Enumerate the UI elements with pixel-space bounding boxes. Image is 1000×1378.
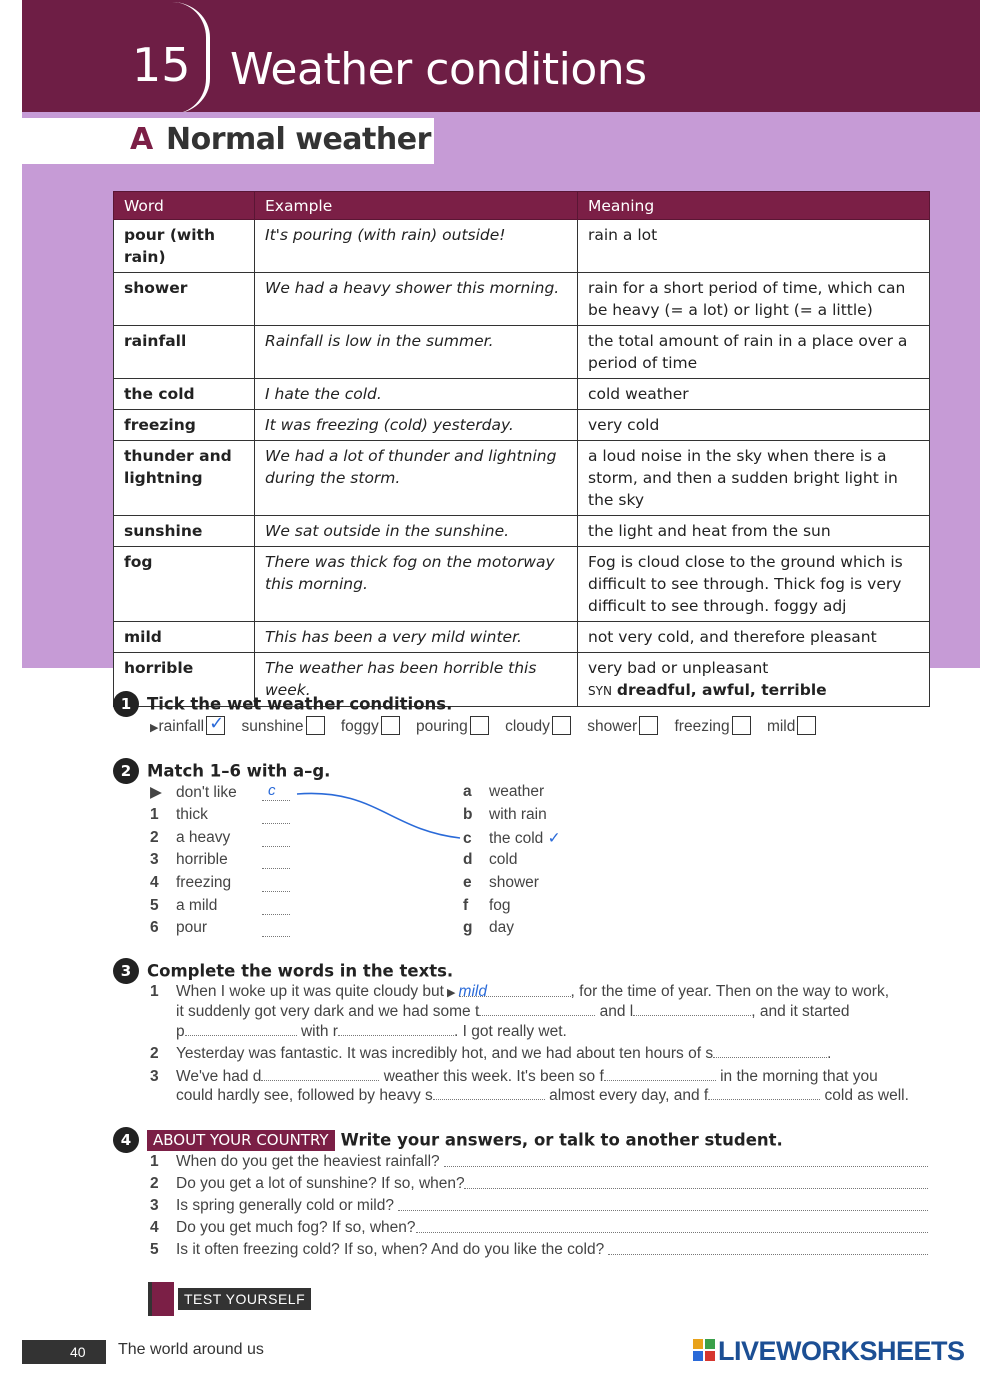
item-number: 2 bbox=[150, 1045, 159, 1062]
tick-label: freezing bbox=[674, 718, 730, 735]
word-cell: the cold bbox=[114, 379, 255, 410]
text-2-line-1 bbox=[150, 1044, 831, 1063]
item-number: 4 bbox=[150, 1219, 159, 1236]
example-cell: We sat outside in the sunshine. bbox=[255, 516, 578, 547]
example-arrow-icon: ▶ bbox=[150, 722, 159, 734]
meaning-cell: not very cold, and therefore pleasant bbox=[578, 622, 930, 653]
meaning-cell: the light and heat from the sun bbox=[578, 516, 930, 547]
meaning-text: very bad or unpleasant bbox=[588, 659, 769, 677]
text-fragment: We've had d bbox=[176, 1068, 262, 1085]
example-cell: The weather has been horrible this week. bbox=[255, 653, 578, 707]
match-right-item bbox=[463, 851, 517, 869]
text-3-line-2 bbox=[176, 1086, 909, 1105]
match-right-item bbox=[463, 806, 547, 824]
checkbox[interactable] bbox=[732, 716, 751, 735]
meaning-cell: cold weather bbox=[578, 379, 930, 410]
text-fragment: in the morning that you bbox=[720, 1068, 878, 1085]
checkbox[interactable] bbox=[381, 716, 400, 735]
item-text: horrible bbox=[176, 851, 228, 868]
question-row bbox=[150, 1175, 928, 1193]
checkbox[interactable] bbox=[639, 716, 658, 735]
page-number-bar bbox=[22, 1340, 106, 1364]
item-letter: f bbox=[463, 897, 469, 914]
match-connector-line bbox=[295, 788, 465, 844]
exercise-number: 2 bbox=[113, 758, 139, 784]
item-text: fog bbox=[489, 897, 511, 914]
answer-blank[interactable] bbox=[262, 782, 290, 801]
item-number: 1 bbox=[150, 983, 159, 1000]
notebook-icon bbox=[148, 1282, 174, 1316]
answer-blank[interactable] bbox=[262, 899, 290, 915]
meaning-cell: rain for a short period of time, which can be heavy (= a lot) or light (= a little) bbox=[578, 273, 930, 326]
exercise-3-heading bbox=[113, 958, 453, 984]
answer-line[interactable] bbox=[608, 1241, 928, 1255]
checkbox[interactable] bbox=[552, 716, 571, 735]
word-cell: shower bbox=[114, 273, 255, 326]
item-text: a mild bbox=[176, 897, 218, 914]
syn-words: dreadful, awful, terrible bbox=[616, 681, 827, 699]
example-cell: Rainfall is low in the summer. bbox=[255, 326, 578, 379]
tick-item-mild[interactable] bbox=[767, 716, 816, 736]
item-letter: g bbox=[463, 919, 473, 936]
word-cell: horrible bbox=[114, 653, 255, 707]
word-cell: sunshine bbox=[114, 516, 255, 547]
meaning-cell: rain a lot bbox=[578, 220, 930, 273]
example-cell: We had a lot of thunder and lightning during the storm. bbox=[255, 441, 578, 516]
brand-text: LIVEWORKSHEETS bbox=[718, 1336, 965, 1366]
section-title: Normal weather bbox=[166, 122, 431, 157]
check-mark-icon: ✓ bbox=[547, 830, 561, 847]
answer-blank[interactable] bbox=[633, 1002, 751, 1016]
answer-line[interactable] bbox=[464, 1175, 928, 1189]
checkbox[interactable] bbox=[797, 716, 816, 735]
tick-label: cloudy bbox=[505, 718, 550, 735]
item-text: with rain bbox=[489, 806, 547, 823]
meaning-cell bbox=[578, 653, 930, 707]
item-text: freezing bbox=[176, 874, 232, 891]
item-text: cold bbox=[489, 851, 518, 868]
exercise-2-heading bbox=[113, 758, 330, 784]
table-row bbox=[114, 273, 930, 326]
item-text: day bbox=[489, 919, 514, 936]
question-row bbox=[150, 1219, 928, 1237]
item-number: 3 bbox=[150, 1197, 159, 1214]
table-row bbox=[114, 410, 930, 441]
match-left-item bbox=[150, 874, 231, 892]
unit-title: Weather conditions bbox=[230, 44, 647, 95]
answer-blank[interactable] bbox=[708, 1086, 820, 1100]
question-text: Is spring generally cold or mild? bbox=[176, 1197, 394, 1214]
question-text: Do you get much fog? If so, when? bbox=[176, 1219, 416, 1236]
item-number: 1 bbox=[150, 806, 159, 823]
tick-label: sunshine bbox=[241, 718, 304, 735]
answer-blank[interactable] bbox=[338, 1022, 454, 1036]
item-number: 3 bbox=[150, 851, 159, 868]
match-right-item bbox=[463, 829, 561, 848]
answer-value: c bbox=[268, 782, 276, 799]
text-fragment: could hardly see, followed by heavy s bbox=[176, 1087, 433, 1104]
exercise-title: Match 1–6 with a–g. bbox=[147, 761, 331, 781]
match-right-item bbox=[463, 919, 514, 937]
answer-blank[interactable] bbox=[262, 808, 290, 824]
word-cell: mild bbox=[114, 622, 255, 653]
question-row bbox=[150, 1241, 928, 1259]
text-fragment: Yesterday was fantastic. It was incredibly hot, and we had about ten hours of s bbox=[176, 1045, 714, 1062]
answer-blank[interactable] bbox=[185, 1022, 297, 1036]
table-row bbox=[114, 622, 930, 653]
exercise-4-heading bbox=[113, 1127, 783, 1153]
word-cell: pour (with rain) bbox=[114, 220, 255, 273]
meaning-cell: very cold bbox=[578, 410, 930, 441]
vocab-table bbox=[113, 191, 930, 707]
tick-list bbox=[150, 716, 828, 736]
text-fragment: with r bbox=[300, 1023, 338, 1040]
item-letter: a bbox=[463, 783, 472, 800]
page-number: 40 bbox=[70, 1344, 86, 1360]
exercise-title: Complete the words in the texts. bbox=[147, 961, 454, 981]
tick-item-freezing[interactable] bbox=[674, 716, 750, 736]
meaning-cell: a loud noise in the sky when there is a storm, and then a sudden bright light in the sky bbox=[578, 441, 930, 516]
example-cell: It was freezing (cold) yesterday. bbox=[255, 410, 578, 441]
match-left-item bbox=[150, 919, 207, 937]
table-row bbox=[114, 326, 930, 379]
tick-item-cloudy[interactable] bbox=[505, 716, 571, 736]
question-row bbox=[150, 1153, 928, 1171]
meaning-cell: the total amount of rain in a place over a period of time bbox=[578, 326, 930, 379]
exercise-title: Tick the wet weather conditions. bbox=[147, 694, 453, 714]
tick-item-foggy[interactable] bbox=[341, 716, 400, 736]
match-left-item bbox=[150, 851, 228, 869]
item-number: 3 bbox=[150, 1068, 159, 1085]
tick-item-pouring[interactable] bbox=[416, 716, 489, 736]
word-cell: fog bbox=[114, 547, 255, 622]
table-row bbox=[114, 547, 930, 622]
match-left-item bbox=[150, 897, 217, 915]
item-text: thick bbox=[176, 806, 208, 823]
text-fragment: . bbox=[827, 1045, 832, 1062]
item-number: 1 bbox=[150, 1153, 159, 1170]
match-left-item bbox=[150, 783, 237, 802]
answer-line[interactable] bbox=[444, 1153, 928, 1167]
match-left-item bbox=[150, 806, 208, 824]
item-text: the cold bbox=[489, 830, 544, 847]
match-left-item bbox=[150, 829, 230, 847]
tick-label: pouring bbox=[416, 718, 468, 735]
item-text: shower bbox=[489, 874, 539, 891]
exercise-1-heading bbox=[113, 691, 452, 717]
text-fragment: cold as well. bbox=[824, 1087, 909, 1104]
answer-blank[interactable] bbox=[458, 983, 571, 1000]
item-number: 5 bbox=[150, 897, 159, 914]
answer-blank[interactable] bbox=[713, 1044, 827, 1058]
section-letter: A bbox=[130, 122, 154, 157]
text-fragment: , and it started bbox=[751, 1003, 850, 1020]
example-cell: There was thick fog on the motorway this morning. bbox=[255, 547, 578, 622]
meaning-cell: Fog is cloud close to the ground which is difficult to see through. Thick fog is very difficult to see through. foggy adj bbox=[578, 547, 930, 622]
text-1-line-3 bbox=[176, 1022, 567, 1041]
table-row bbox=[114, 379, 930, 410]
match-right-item bbox=[463, 874, 539, 892]
exercise-title: Write your answers, or talk to another student. bbox=[340, 1130, 783, 1150]
tick-label: shower bbox=[587, 718, 638, 735]
col-header-word: Word bbox=[114, 192, 255, 220]
text-fragment: . I got really wet. bbox=[453, 1023, 567, 1040]
question-text: When do you get the heaviest rainfall? bbox=[176, 1153, 440, 1170]
example-cell: It's pouring (with rain) outside! bbox=[255, 220, 578, 273]
tick-item-sunshine[interactable] bbox=[241, 716, 324, 736]
answer-line[interactable] bbox=[416, 1219, 928, 1233]
word-cell: rainfall bbox=[114, 326, 255, 379]
text-fragment: When I woke up it was quite cloudy but bbox=[176, 983, 444, 1000]
item-text: don't like bbox=[176, 784, 237, 801]
about-your-country-tag: ABOUT YOUR COUNTRY bbox=[147, 1130, 335, 1151]
text-1-line-2 bbox=[176, 1002, 849, 1021]
item-number: ▶ bbox=[150, 784, 162, 801]
answer-blank[interactable] bbox=[604, 1067, 716, 1081]
text-3-line-1 bbox=[150, 1067, 878, 1086]
checkbox[interactable] bbox=[206, 716, 225, 735]
table-row bbox=[114, 516, 930, 547]
item-text: a heavy bbox=[176, 829, 231, 846]
unit-number: 15 bbox=[132, 38, 191, 92]
question-text: Do you get a lot of sunshine? If so, when? bbox=[176, 1175, 465, 1192]
item-letter: c bbox=[463, 830, 472, 847]
item-number: 6 bbox=[150, 919, 159, 936]
text-fragment: , for the time of year. Then on the way to work, bbox=[570, 983, 890, 1000]
word-cell: freezing bbox=[114, 410, 255, 441]
item-text: pour bbox=[176, 919, 208, 936]
text-fragment: almost every day, and f bbox=[549, 1087, 709, 1104]
question-row bbox=[150, 1197, 928, 1215]
answer-blank[interactable] bbox=[433, 1086, 545, 1100]
match-right-item bbox=[463, 897, 511, 915]
liveworksheets-logo[interactable] bbox=[692, 1336, 965, 1367]
test-yourself-label: TEST YOURSELF bbox=[178, 1288, 311, 1310]
item-letter: e bbox=[463, 874, 472, 891]
example-cell: We had a heavy shower this morning. bbox=[255, 273, 578, 326]
exercise-number: 4 bbox=[113, 1127, 139, 1153]
item-letter: b bbox=[463, 806, 473, 823]
exercise-number: 3 bbox=[113, 958, 139, 984]
tick-item-rainfall[interactable] bbox=[150, 716, 225, 736]
answer-blank[interactable] bbox=[262, 853, 290, 869]
item-number: 4 bbox=[150, 874, 159, 891]
unit-divider-arc bbox=[172, 2, 210, 114]
tick-label: mild bbox=[766, 718, 796, 735]
text-fragment: and l bbox=[599, 1003, 634, 1020]
exercise-number: 1 bbox=[113, 691, 139, 717]
answer-blank[interactable] bbox=[262, 876, 290, 892]
item-letter: d bbox=[463, 851, 473, 868]
text-1-line-1 bbox=[150, 983, 889, 1001]
checkbox[interactable] bbox=[306, 716, 325, 735]
tick-label: foggy bbox=[340, 718, 379, 735]
answer-value: mild bbox=[458, 983, 487, 1000]
text-fragment: it suddenly got very dark and we had some t bbox=[176, 1003, 480, 1020]
item-number: 2 bbox=[150, 1175, 159, 1192]
answer-blank[interactable] bbox=[262, 831, 290, 847]
item-text: weather bbox=[489, 783, 545, 800]
question-text: Is it often freezing cold? If so, when? And do you like the cold? bbox=[176, 1241, 605, 1258]
tick-item-shower[interactable] bbox=[587, 716, 658, 736]
answer-line[interactable] bbox=[398, 1197, 928, 1211]
answer-blank[interactable] bbox=[261, 1067, 379, 1081]
table-row bbox=[114, 220, 930, 273]
col-header-example: Example bbox=[255, 192, 578, 220]
match-right-item bbox=[463, 783, 544, 801]
item-number: 5 bbox=[150, 1241, 159, 1258]
text-fragment: p bbox=[176, 1023, 185, 1040]
footer-section-title: The world around us bbox=[118, 1341, 264, 1358]
table-row bbox=[114, 441, 930, 516]
example-arrow-icon: ▶ bbox=[443, 987, 459, 999]
syn-label: SYN bbox=[588, 684, 612, 698]
answer-blank[interactable] bbox=[479, 1002, 595, 1016]
example-cell: This has been a very mild winter. bbox=[255, 622, 578, 653]
col-header-meaning: Meaning bbox=[578, 192, 930, 220]
tick-label: rainfall bbox=[158, 718, 205, 735]
text-fragment: weather this week. It's been so f bbox=[383, 1068, 604, 1085]
answer-blank[interactable] bbox=[262, 921, 290, 937]
item-number: 2 bbox=[150, 829, 159, 846]
liveworksheets-icon bbox=[692, 1338, 716, 1362]
word-cell: thunder and lightning bbox=[114, 441, 255, 516]
synonyms bbox=[588, 679, 919, 702]
example-cell: I hate the cold. bbox=[255, 379, 578, 410]
checkbox[interactable] bbox=[470, 716, 489, 735]
